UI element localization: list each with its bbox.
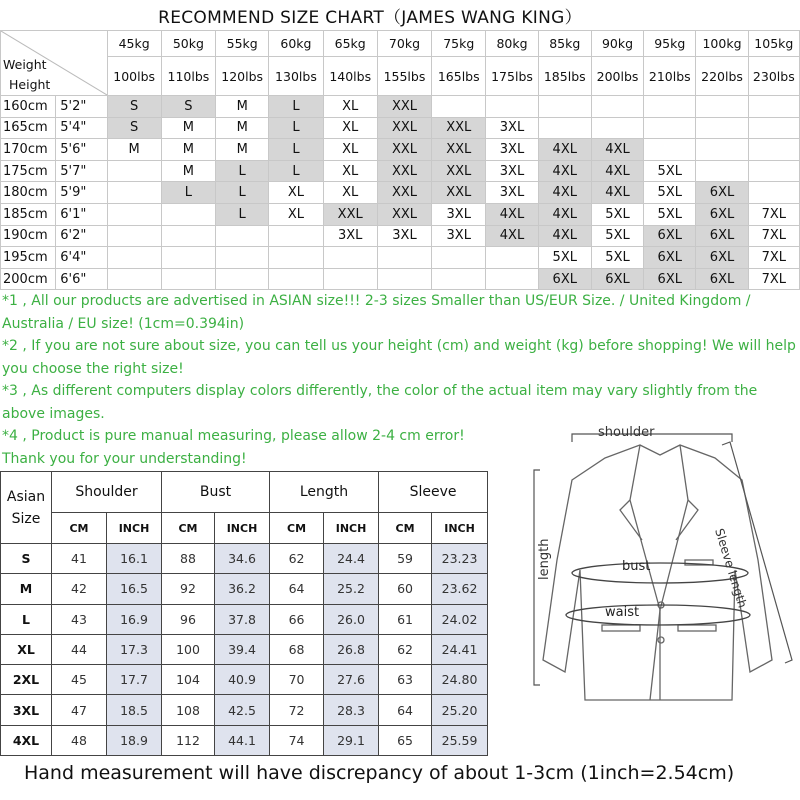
size-cell: [377, 247, 431, 269]
height-ft-cell: 5'4": [56, 117, 107, 139]
size-label-cell: XL: [1, 634, 52, 664]
size-cell: L: [269, 139, 323, 161]
cm-value-cell: 62: [270, 544, 324, 574]
waist-label: waist: [605, 605, 640, 620]
size-cell: [161, 268, 215, 290]
size-cell: [161, 247, 215, 269]
weight-lbs-header: 110lbs: [161, 57, 215, 96]
header-bust: Bust: [162, 472, 270, 513]
size-label-cell: L: [1, 604, 52, 634]
size-cell: L: [161, 182, 215, 204]
size-cell: 4XL: [591, 139, 643, 161]
size-cell: 4XL: [538, 225, 591, 247]
inch-value-cell: 42.5: [215, 695, 270, 725]
asian-label: Asian: [6, 488, 46, 505]
table-row: [1, 96, 800, 118]
cm-value-cell: 96: [162, 604, 215, 634]
inch-value-cell: 26.0: [324, 604, 379, 634]
size-cell: [269, 268, 323, 290]
size-cell: [107, 203, 161, 225]
length-label: length: [537, 538, 552, 580]
size-cell: XL: [269, 203, 323, 225]
size-cell: 6XL: [644, 268, 696, 290]
size-cell: M: [161, 117, 215, 139]
weight-kg-header: 75kg: [432, 31, 486, 57]
cm-value-cell: 60: [379, 574, 432, 604]
note-thanks: Thank you for your understanding!: [2, 450, 247, 467]
size-cell: [696, 160, 748, 182]
size-cell: 7XL: [748, 247, 799, 269]
weight-lbs-header: 100lbs: [107, 57, 161, 96]
size-cell: [696, 139, 748, 161]
table-row: [1, 203, 800, 225]
size-cell: 5XL: [591, 203, 643, 225]
inch-value-cell: 18.9: [107, 725, 162, 755]
size-cell: S: [107, 117, 161, 139]
cm-value-cell: 72: [270, 695, 324, 725]
cm-value-cell: 64: [270, 574, 324, 604]
recommend-size-table: [0, 30, 800, 290]
size-cell: M: [161, 160, 215, 182]
size-cell: 4XL: [538, 139, 591, 161]
table-row: [1, 574, 488, 604]
size-cell: XXL: [377, 160, 431, 182]
table-row: [1, 695, 488, 725]
size-cell: [748, 139, 799, 161]
size-cell: L: [216, 160, 269, 182]
size-cell: [486, 247, 538, 269]
size-cell: [591, 117, 643, 139]
size-cell: XL: [269, 182, 323, 204]
height-cm-cell: 160cm: [1, 96, 56, 118]
table-row: [1, 247, 800, 269]
cm-value-cell: 112: [162, 725, 215, 755]
size-cell: [644, 139, 696, 161]
size-cell: [696, 96, 748, 118]
table-row: [1, 139, 800, 161]
inch-value-cell: 37.8: [215, 604, 270, 634]
weight-kg-header: 80kg: [486, 31, 538, 57]
asian-size-header: [1, 472, 52, 544]
size-cell: 6XL: [696, 225, 748, 247]
cm-value-cell: 41: [52, 544, 107, 574]
size-cell: XL: [323, 139, 377, 161]
table-row: [1, 544, 488, 574]
unit-header: CM: [162, 513, 215, 544]
note-3: *3 , As different computers display colors differently, the color of the actual item may vary slightly from the above images.: [2, 383, 758, 422]
height-ft-cell: 6'2": [56, 225, 107, 247]
size-cell: 4XL: [538, 182, 591, 204]
header-length: Length: [270, 472, 379, 513]
size-label-cell: 2XL: [1, 665, 52, 695]
footer-note: Hand measurement will have discrepancy of about 1-3cm (1inch=2.54cm): [24, 762, 735, 784]
size-cell: 3XL: [486, 117, 538, 139]
inch-value-cell: 44.1: [215, 725, 270, 755]
height-cm-cell: 195cm: [1, 247, 56, 269]
table-row: [1, 225, 800, 247]
size-cell: [161, 203, 215, 225]
unit-header: INCH: [215, 513, 270, 544]
height-cm-cell: 190cm: [1, 225, 56, 247]
size-cell: M: [216, 96, 269, 118]
unit-header: INCH: [107, 513, 162, 544]
size-cell: [107, 182, 161, 204]
jacket-diagram: [510, 410, 800, 710]
inch-value-cell: 39.4: [215, 634, 270, 664]
bust-label: bust: [622, 559, 651, 574]
table-row: [1, 117, 800, 139]
weight-kg-header: 50kg: [161, 31, 215, 57]
size-cell: M: [216, 117, 269, 139]
cm-value-cell: 68: [270, 634, 324, 664]
size-cell: 6XL: [696, 182, 748, 204]
unit-header: CM: [52, 513, 107, 544]
height-ft-cell: 5'2": [56, 96, 107, 118]
inch-value-cell: 18.5: [107, 695, 162, 725]
size-cell: 5XL: [591, 225, 643, 247]
size-cell: 7XL: [748, 203, 799, 225]
size-cell: 3XL: [432, 203, 486, 225]
cm-value-cell: 88: [162, 544, 215, 574]
table-row: [1, 268, 800, 290]
cm-value-cell: 43: [52, 604, 107, 634]
size-cell: XXL: [432, 139, 486, 161]
size-cell: [538, 96, 591, 118]
weight-lbs-header: 230lbs: [748, 57, 799, 96]
size-cell: [538, 117, 591, 139]
inch-value-cell: 29.1: [324, 725, 379, 755]
size-cell: 6XL: [696, 203, 748, 225]
table-row: [1, 182, 800, 204]
size-cell: [432, 96, 486, 118]
weight-kg-header: 85kg: [538, 31, 591, 57]
size-cell: [269, 225, 323, 247]
size-cell: S: [107, 96, 161, 118]
cm-value-cell: 104: [162, 665, 215, 695]
inch-value-cell: 24.02: [432, 604, 488, 634]
size-cell: XXL: [432, 160, 486, 182]
size-cell: [748, 117, 799, 139]
size-cell: 5XL: [644, 182, 696, 204]
size-cell: L: [216, 182, 269, 204]
size-cell: 3XL: [486, 139, 538, 161]
size-cell: 4XL: [591, 182, 643, 204]
inch-value-cell: 36.2: [215, 574, 270, 604]
weight-kg-header: 45kg: [107, 31, 161, 57]
size-cell: 3XL: [486, 160, 538, 182]
size-cell: 5XL: [644, 203, 696, 225]
inch-value-cell: 24.41: [432, 634, 488, 664]
size-cell: XXL: [377, 182, 431, 204]
weight-label: Weight: [3, 57, 47, 72]
size-cell: [216, 247, 269, 269]
size-label-cell: 4XL: [1, 725, 52, 755]
size-cell: [591, 96, 643, 118]
weight-kg-header: 60kg: [269, 31, 323, 57]
height-cm-cell: 165cm: [1, 117, 56, 139]
weight-kg-header: 90kg: [591, 31, 643, 57]
cm-value-cell: 42: [52, 574, 107, 604]
weight-kg-header: 95kg: [644, 31, 696, 57]
weight-kg-header: 55kg: [216, 31, 269, 57]
height-cm-cell: 170cm: [1, 139, 56, 161]
size-cell: [432, 268, 486, 290]
size-label-cell: S: [1, 544, 52, 574]
size-cell: [269, 247, 323, 269]
size-cell: M: [107, 139, 161, 161]
size-cell: L: [269, 117, 323, 139]
unit-header: INCH: [432, 513, 488, 544]
size-cell: 3XL: [432, 225, 486, 247]
sleeve-length-label: Sleeve length: [712, 526, 750, 610]
size-cell: M: [161, 139, 215, 161]
size-cell: 6XL: [538, 268, 591, 290]
size-cell: [486, 268, 538, 290]
inch-value-cell: 16.1: [107, 544, 162, 574]
size-cell: 6XL: [644, 225, 696, 247]
table-corner-header: [1, 31, 108, 96]
shoulder-label: shoulder: [598, 425, 655, 440]
size-cell: 3XL: [323, 225, 377, 247]
unit-header: INCH: [324, 513, 379, 544]
size-cell: [323, 268, 377, 290]
height-ft-cell: 5'6": [56, 139, 107, 161]
inch-value-cell: 25.2: [324, 574, 379, 604]
size-cell: 6XL: [696, 247, 748, 269]
cm-value-cell: 61: [379, 604, 432, 634]
weight-kg-header: 105kg: [748, 31, 799, 57]
size-cell: [748, 96, 799, 118]
height-ft-cell: 5'7": [56, 160, 107, 182]
size-cell: XL: [323, 182, 377, 204]
size-cell: [644, 117, 696, 139]
size-cell: 4XL: [538, 160, 591, 182]
size-cell: [107, 225, 161, 247]
size-cell: [644, 96, 696, 118]
inch-value-cell: 25.59: [432, 725, 488, 755]
cm-value-cell: 100: [162, 634, 215, 664]
weight-lbs-header: 140lbs: [323, 57, 377, 96]
cm-value-cell: 66: [270, 604, 324, 634]
size-cell: XXL: [432, 117, 486, 139]
size-cell: M: [216, 139, 269, 161]
size-cell: XXL: [323, 203, 377, 225]
size-cell: [323, 247, 377, 269]
size-cell: 6XL: [696, 268, 748, 290]
inch-value-cell: 24.80: [432, 665, 488, 695]
size-cell: 7XL: [748, 225, 799, 247]
inch-value-cell: 24.4: [324, 544, 379, 574]
weight-lbs-header: 120lbs: [216, 57, 269, 96]
size-cell: [107, 268, 161, 290]
cm-value-cell: 62: [379, 634, 432, 664]
inch-value-cell: 23.62: [432, 574, 488, 604]
weight-kg-header: 100kg: [696, 31, 748, 57]
size-cell: 4XL: [486, 225, 538, 247]
size-label-cell: 3XL: [1, 695, 52, 725]
size-cell: XXL: [377, 203, 431, 225]
size-cell: XXL: [432, 182, 486, 204]
table-row: [1, 665, 488, 695]
size-cell: XL: [323, 117, 377, 139]
inch-value-cell: 34.6: [215, 544, 270, 574]
cm-value-cell: 65: [379, 725, 432, 755]
cm-value-cell: 64: [379, 695, 432, 725]
inch-value-cell: 17.7: [107, 665, 162, 695]
size-cell: 4XL: [591, 160, 643, 182]
weight-kg-header: 70kg: [377, 31, 431, 57]
size-cell: [107, 160, 161, 182]
header-sleeve: Sleeve: [379, 472, 488, 513]
weight-lbs-header: 200lbs: [591, 57, 643, 96]
cm-value-cell: 92: [162, 574, 215, 604]
size-cell: XXL: [377, 96, 431, 118]
size-cell: XXL: [377, 139, 431, 161]
table-row: [1, 160, 800, 182]
inch-value-cell: 40.9: [215, 665, 270, 695]
cm-value-cell: 48: [52, 725, 107, 755]
size-cell: [696, 117, 748, 139]
size-cell: [161, 225, 215, 247]
chart-title: RECOMMEND SIZE CHART（JAMES WANG KING）: [158, 8, 582, 28]
size-cell: 4XL: [486, 203, 538, 225]
note-1: *1 , All our products are advertised in ASIAN size!!! 2-3 sizes Smaller than US/EUR Size. / United Kingdom / Australia / EU size! (1cm=0.394in): [2, 293, 751, 332]
size-cell: [107, 247, 161, 269]
weight-lbs-header: 175lbs: [486, 57, 538, 96]
table-row: [1, 604, 488, 634]
note-2: *2 , If you are not sure about size, you can tell us your height (cm) and weight (kg) before shopping! We will help you choose the right size!: [2, 338, 796, 377]
weight-lbs-header: 165lbs: [432, 57, 486, 96]
weight-kg-header: 65kg: [323, 31, 377, 57]
header-shoulder: Shoulder: [52, 472, 162, 513]
cm-value-cell: 108: [162, 695, 215, 725]
size-cell: 6XL: [644, 247, 696, 269]
height-cm-cell: 185cm: [1, 203, 56, 225]
size-cell: [748, 182, 799, 204]
size-cell: [748, 160, 799, 182]
cm-value-cell: 44: [52, 634, 107, 664]
size-cell: XL: [323, 160, 377, 182]
size-cell: 5XL: [538, 247, 591, 269]
cm-value-cell: 47: [52, 695, 107, 725]
weight-lbs-header: 210lbs: [644, 57, 696, 96]
height-cm-cell: 180cm: [1, 182, 56, 204]
size-cell: [216, 225, 269, 247]
size-cell: 5XL: [644, 160, 696, 182]
size-cell: L: [216, 203, 269, 225]
inch-value-cell: 28.3: [324, 695, 379, 725]
size-cell: S: [161, 96, 215, 118]
weight-lbs-header: 220lbs: [696, 57, 748, 96]
height-cm-cell: 200cm: [1, 268, 56, 290]
unit-header: CM: [379, 513, 432, 544]
size-cell: [432, 247, 486, 269]
size-cell: L: [269, 160, 323, 182]
cm-value-cell: 63: [379, 665, 432, 695]
size-cell: 4XL: [538, 203, 591, 225]
height-ft-cell: 6'1": [56, 203, 107, 225]
size-cell: [377, 268, 431, 290]
size-cell: 5XL: [591, 247, 643, 269]
inch-value-cell: 23.23: [432, 544, 488, 574]
cm-value-cell: 70: [270, 665, 324, 695]
weight-lbs-header: 155lbs: [377, 57, 431, 96]
inch-value-cell: 26.8: [324, 634, 379, 664]
size-label: Size: [11, 510, 41, 527]
height-ft-cell: 6'4": [56, 247, 107, 269]
table-row: [1, 634, 488, 664]
measurement-table: [0, 471, 488, 756]
size-cell: 3XL: [377, 225, 431, 247]
height-ft-cell: 5'9": [56, 182, 107, 204]
height-cm-cell: 175cm: [1, 160, 56, 182]
inch-value-cell: 17.3: [107, 634, 162, 664]
table-row: [1, 725, 488, 755]
size-cell: XXL: [377, 117, 431, 139]
inch-value-cell: 16.5: [107, 574, 162, 604]
size-cell: [486, 96, 538, 118]
unit-header: CM: [270, 513, 324, 544]
size-label-cell: M: [1, 574, 52, 604]
size-cell: 3XL: [486, 182, 538, 204]
cm-value-cell: 59: [379, 544, 432, 574]
note-4: *4 , Product is pure manual measuring, please allow 2-4 cm error!: [2, 428, 465, 444]
size-cell: 7XL: [748, 268, 799, 290]
size-cell: L: [269, 96, 323, 118]
cm-value-cell: 45: [52, 665, 107, 695]
inch-value-cell: 16.9: [107, 604, 162, 634]
inch-value-cell: 25.20: [432, 695, 488, 725]
height-ft-cell: 6'6": [56, 268, 107, 290]
size-cell: 6XL: [591, 268, 643, 290]
weight-lbs-header: 185lbs: [538, 57, 591, 96]
size-cell: [216, 268, 269, 290]
weight-lbs-header: 130lbs: [269, 57, 323, 96]
height-label: Height: [9, 77, 51, 92]
cm-value-cell: 74: [270, 725, 324, 755]
size-cell: XL: [323, 96, 377, 118]
inch-value-cell: 27.6: [324, 665, 379, 695]
